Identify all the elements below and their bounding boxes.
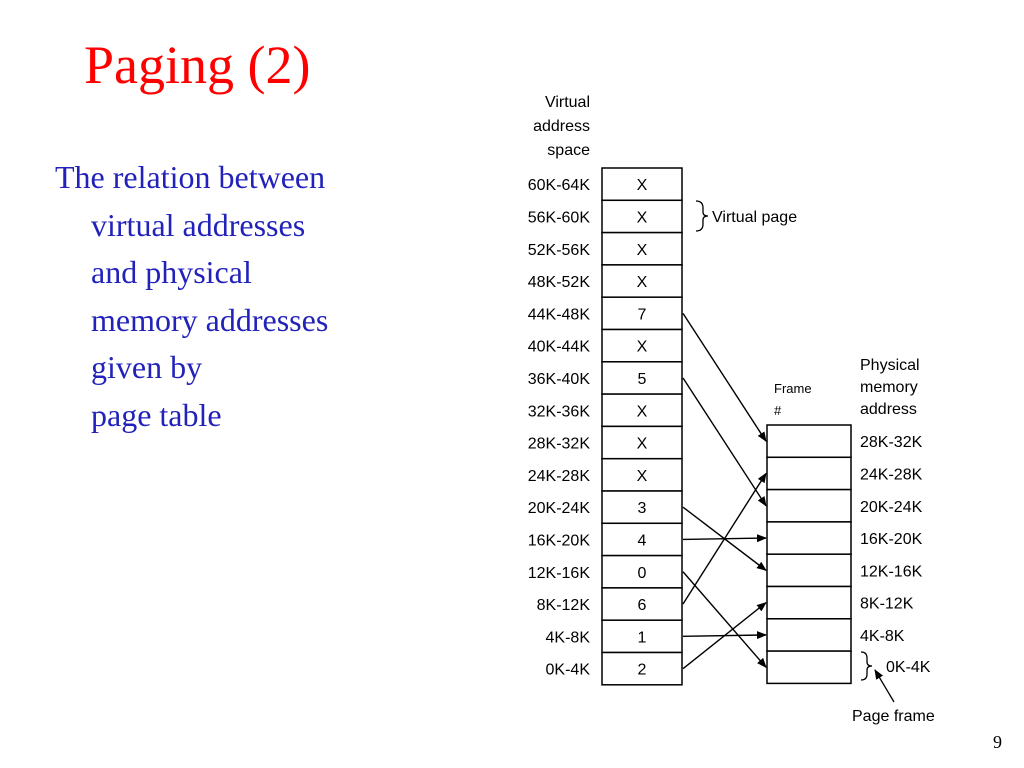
physical-frame-label: 0K-4K [886, 659, 931, 676]
virtual-range-label: 12K-16K [527, 564, 590, 582]
virtual-range-label: 8K-12K [536, 597, 590, 615]
page-frame-brace [861, 652, 872, 680]
virtual-header-line: address [533, 118, 590, 135]
frame-number: X [636, 338, 648, 356]
mapping-arrow [683, 313, 766, 441]
physical-frame-cell [767, 490, 851, 522]
physical-frame-cell [767, 522, 851, 554]
body-line: page table [91, 396, 222, 433]
frame-header-line: # [774, 403, 782, 418]
frame-number: X [636, 467, 648, 485]
virtual-header-line: space [547, 142, 590, 159]
virtual-header-line: Virtual [544, 94, 590, 111]
virtual-range-label: 60K-64K [527, 177, 590, 195]
frame-header-line: Frame [774, 381, 812, 396]
physical-frame-cell [767, 651, 851, 683]
virtual-page-table [528, 168, 682, 685]
body-line: virtual addresses [91, 206, 306, 243]
body-line: given by [91, 349, 203, 385]
physical-range-label: 4K-8K [860, 627, 905, 645]
slide-number: 9 [993, 732, 1002, 752]
frame-number: 2 [637, 661, 647, 679]
frame-number: 0 [637, 564, 647, 582]
frame-number: X [636, 209, 648, 227]
virtual-range-label: 56K-60K [527, 209, 590, 227]
physical-header-line: address [860, 401, 917, 418]
frame-number: X [636, 274, 648, 292]
virtual-range-label: 32K-36K [527, 403, 590, 421]
physical-memory [767, 425, 923, 683]
physical-range-label: 8K-12K [860, 595, 914, 613]
virtual-page-label: Virtual page [712, 209, 798, 226]
mapping-arrow [683, 572, 766, 668]
frame-number: X [636, 403, 648, 421]
frame-number: 4 [637, 532, 647, 550]
virtual-range-label: 52K-56K [527, 241, 590, 259]
physical-frame-cell [767, 425, 851, 457]
virtual-range-label: 16K-20K [527, 532, 590, 550]
physical-frame-cell [767, 587, 851, 619]
frame-number: X [636, 177, 648, 195]
physical-frame-cell [767, 457, 851, 489]
body-line: memory addresses [91, 301, 329, 338]
page-frame-label: Page frame [852, 708, 935, 725]
physical-header-line: memory [860, 379, 918, 396]
mapping-arrows [683, 313, 766, 668]
virtual-range-label: 24K-28K [527, 467, 590, 485]
virtual-range-label: 44K-48K [527, 306, 590, 324]
frame-number: 7 [637, 306, 647, 324]
body-line: The relation between [55, 159, 326, 195]
physical-header-line: Physical [860, 357, 920, 374]
virtual-range-label: 40K-44K [527, 338, 590, 356]
physical-frame-cell [767, 619, 851, 651]
frame-number: X [636, 241, 648, 259]
physical-range-label: 16K-20K [860, 531, 923, 549]
virtual-range-label: 36K-40K [527, 370, 590, 388]
frame-number: X [636, 435, 648, 453]
physical-frame-cell [767, 554, 851, 586]
frame-number: 3 [637, 500, 647, 518]
virtual-range-label: 0K-4K [545, 661, 590, 679]
physical-range-label: 20K-24K [860, 498, 923, 516]
virtual-range-label: 4K-8K [545, 629, 590, 647]
physical-range-label: 28K-32K [860, 434, 923, 452]
virtual-page-brace [696, 201, 708, 231]
physical-range-label: 12K-16K [860, 563, 923, 581]
body-line: and physical [91, 254, 252, 290]
virtual-range-label: 28K-32K [527, 435, 590, 453]
frame-number: 6 [637, 597, 647, 615]
frame-number: 1 [637, 629, 647, 647]
mapping-arrow [683, 378, 766, 506]
slide-title: Paging (2) [84, 35, 311, 95]
virtual-range-label: 20K-24K [527, 500, 590, 518]
physical-range-label: 24K-28K [860, 466, 923, 484]
virtual-range-label: 48K-52K [527, 274, 590, 292]
frame-number: 5 [637, 370, 647, 388]
